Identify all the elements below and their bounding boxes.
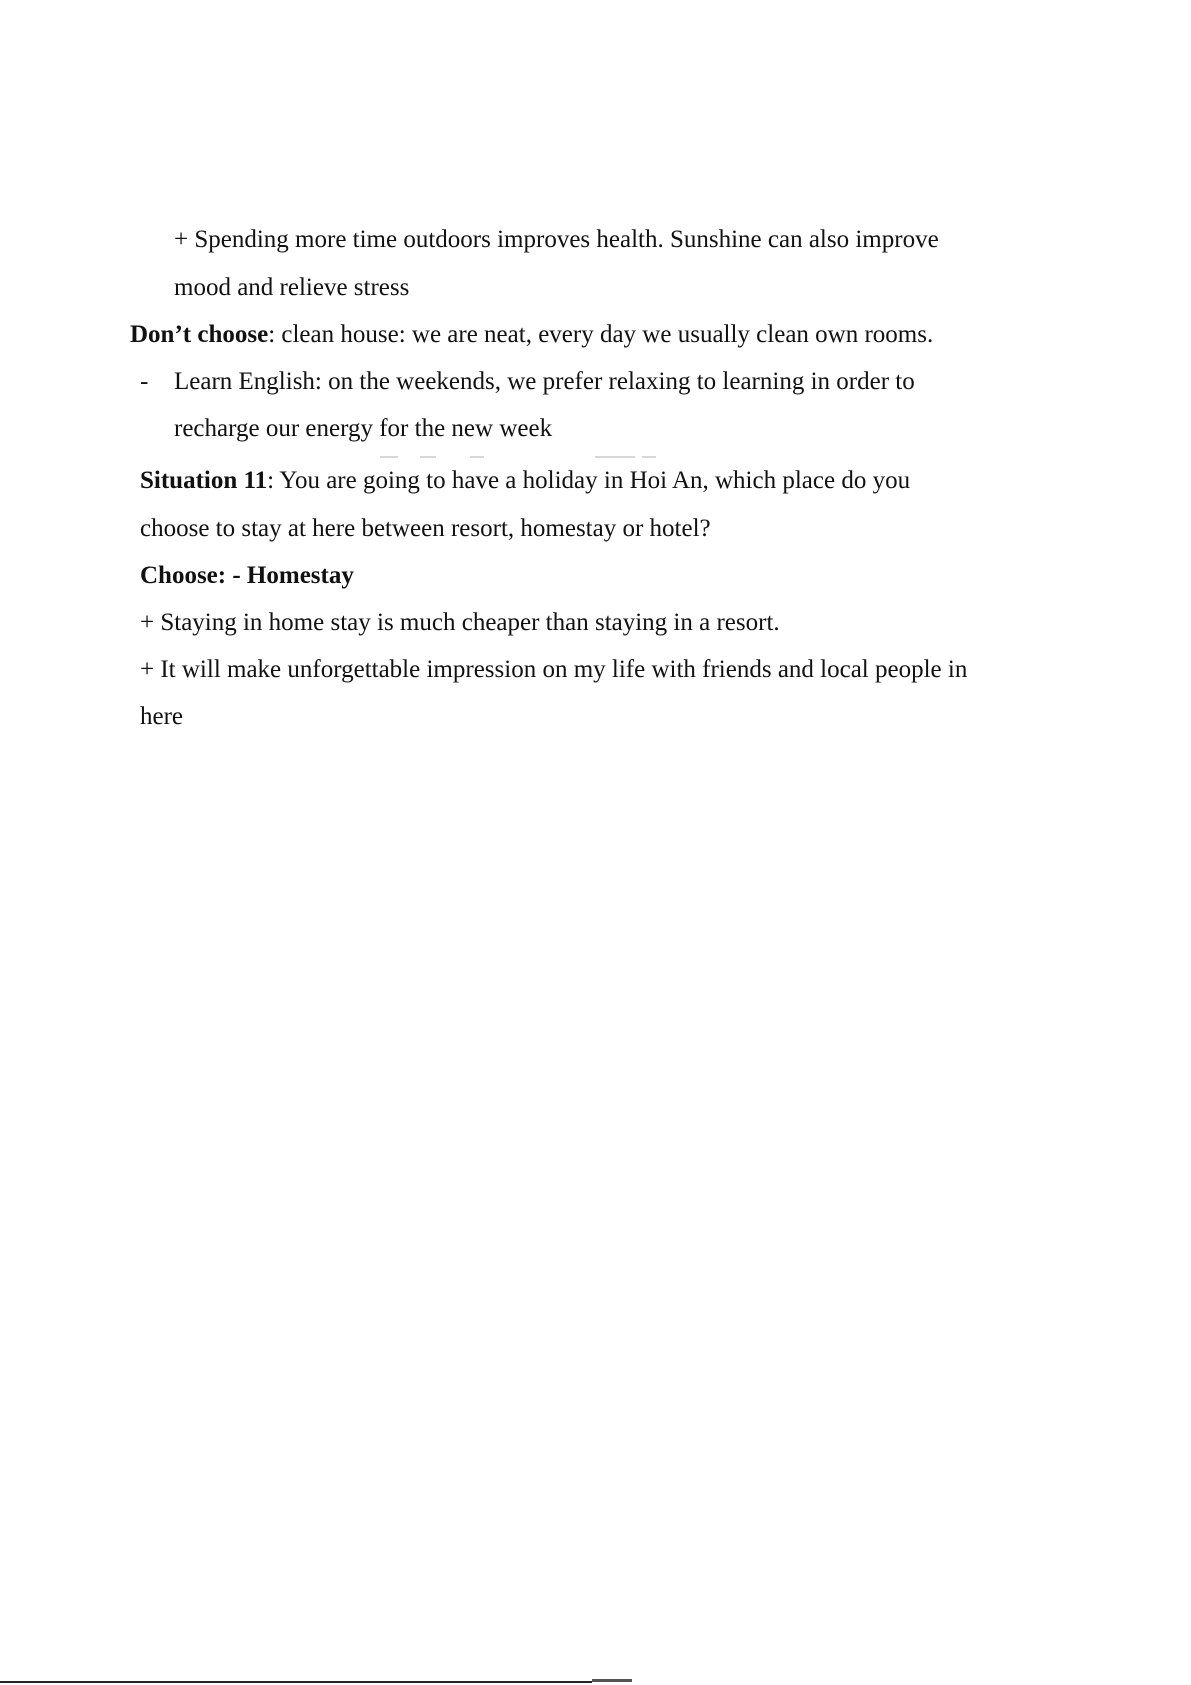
situation-text: : You are going to have a holiday in Hoi An, which place do you — [267, 467, 911, 494]
dont-choose-text: : clean house: we are neat, every day we usually clean own rooms. — [268, 321, 934, 348]
faint-underline-marks — [380, 456, 660, 460]
bottom-edge-rule — [0, 1681, 592, 1683]
reason-1: + Staying in home stay is much cheaper than staying in a resort. — [140, 609, 780, 636]
dash-bullet-marker: - — [140, 368, 149, 395]
reason-2-line-2: here — [140, 703, 184, 730]
learn-english-line-1: Learn English: on the weekends, we prefer relaxing to learning in order to — [174, 368, 915, 395]
bottom-edge-mark — [592, 1679, 632, 1682]
outdoor-benefit-line-2: mood and relieve stress — [174, 274, 410, 301]
situation-label: Situation 11 — [140, 467, 268, 494]
situation-11-line-2: choose to stay at here between resort, homestay or hotel? — [140, 515, 711, 542]
situation-11-line-1 — [140, 466, 910, 496]
learn-english-line-2: recharge our energy for the new week — [174, 415, 553, 442]
outdoor-benefit-line-1: + Spending more time outdoors improves health. Sunshine can also improve — [174, 226, 939, 253]
dont-choose-paragraph — [130, 320, 933, 350]
choose-heading: Choose: - Homestay — [140, 562, 354, 589]
reason-2-line-1: + It will make unforgettable impression on my life with friends and local people in — [140, 656, 968, 683]
dont-choose-label: Don’t choose — [130, 321, 269, 348]
